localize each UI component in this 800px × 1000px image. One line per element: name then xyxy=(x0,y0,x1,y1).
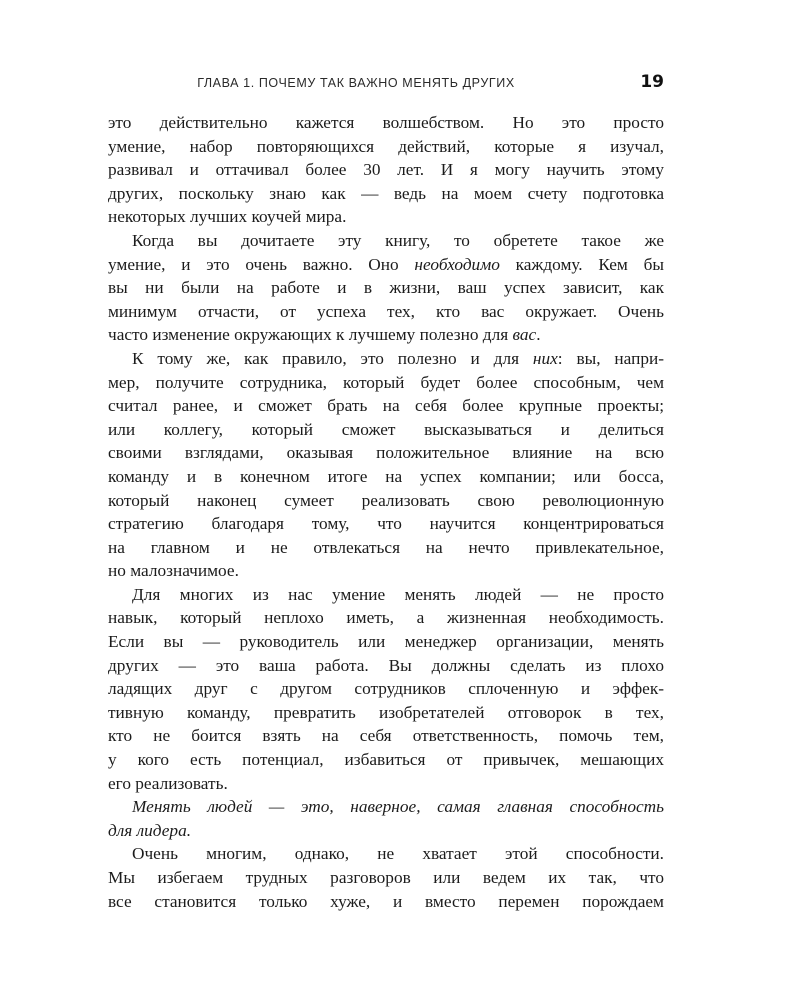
text-line xyxy=(108,323,664,347)
text-run: других, поскольку знаю как — ведь на моем счету подготовка xyxy=(108,183,664,203)
text-line xyxy=(108,724,664,748)
text-run: минимум отчасти, от успеха тех, кто вас окружает. Очень xyxy=(108,301,664,321)
text-line xyxy=(108,866,664,890)
text-line xyxy=(108,630,664,654)
text-line xyxy=(108,701,664,725)
text-run: Мы избегаем трудных разговоров или ведем их так, что xyxy=(108,868,664,887)
text-run: К тому же, как правило, это полезно и для xyxy=(132,348,533,368)
text-line xyxy=(108,229,664,253)
text-line xyxy=(108,300,664,324)
text-run: кто не боится взять на себя ответственность, помочь тем, xyxy=(108,726,664,746)
text-line xyxy=(108,371,664,395)
text-run: Для многих из нас умение менять людей — не просто xyxy=(132,584,664,604)
text-run: каждому. Кем бы xyxy=(499,254,664,274)
text-line xyxy=(108,135,664,159)
text-run: вы ни были на работе и в жизни, ваш успех зависит, как xyxy=(108,278,664,298)
text-run: стратегию благодаря тому, что научится концентрироваться xyxy=(108,514,664,534)
text-run: навык, который неплохо иметь, а жизненная необходимость. xyxy=(108,608,664,628)
text-line xyxy=(108,842,664,866)
text-line xyxy=(108,489,664,513)
text-run: часто изменение окружающих к лучшему полезно для xyxy=(108,325,513,345)
text-run: умение, набор повторяющихся действий, которые я изучал, xyxy=(108,136,664,156)
text-run: или коллегу, который сможет высказываться и делиться xyxy=(108,419,664,439)
paragraph xyxy=(108,347,664,583)
text-run: Когда вы дочитаете эту книгу, то обретете такое же xyxy=(132,230,664,250)
emphasis-text: вас xyxy=(512,325,537,345)
text-run: тивную команду, превратить изобретателей отговорок в тех, xyxy=(108,702,664,722)
text-line xyxy=(108,677,664,701)
page-number: 19 xyxy=(640,72,664,92)
text-run: : вы, напри- xyxy=(557,348,664,368)
text-run: считал ранее, и сможет брать на себя более крупные проекты; xyxy=(108,396,664,416)
text-line xyxy=(108,182,664,206)
text-run: развивал и оттачивал более 30 лет. И я могу научить этому xyxy=(108,160,664,180)
running-head xyxy=(108,72,664,96)
emphasis-text: них xyxy=(532,348,558,368)
text-line xyxy=(108,205,664,229)
text-run: команду и в конечном итоге на успех компании; или босса, xyxy=(108,466,664,486)
text-run: других — это ваша работа. Вы должны сделать из плохо xyxy=(108,655,664,675)
text-run: . xyxy=(536,325,541,345)
text-run: некоторых лучших коучей мира. xyxy=(108,207,347,227)
paragraph xyxy=(108,111,664,229)
text-run: который наконец сумеет реализовать свою революционную xyxy=(108,490,664,510)
text-run: мер, получите сотрудника, который будет более способным, чем xyxy=(108,372,664,392)
text-line xyxy=(108,536,664,560)
body-text xyxy=(108,111,664,913)
paragraph xyxy=(108,795,664,842)
text-line xyxy=(108,465,664,489)
emphasis-text: для лидера. xyxy=(108,820,192,840)
text-run: своими взглядами, оказывая положительное влияние на всю xyxy=(108,443,664,463)
paragraph xyxy=(108,583,664,795)
text-line xyxy=(108,890,664,914)
text-run: но малозначимое. xyxy=(108,561,239,581)
text-run: это действительно кажется волшебством. Но это просто xyxy=(108,113,664,132)
text-line xyxy=(108,748,664,772)
text-line xyxy=(108,276,664,300)
text-line xyxy=(108,819,664,843)
text-line xyxy=(108,347,664,371)
text-run: его реализовать. xyxy=(108,773,228,793)
text-line xyxy=(108,559,664,583)
text-run: Если вы — руководитель или менеджер организации, менять xyxy=(108,632,664,652)
text-line xyxy=(108,772,664,796)
text-line xyxy=(108,512,664,536)
text-line xyxy=(108,654,664,678)
text-line xyxy=(108,253,664,277)
text-line xyxy=(108,111,664,135)
text-line xyxy=(108,394,664,418)
text-run: ладящих друг с другом сотрудников сплоченную и эффек- xyxy=(108,679,664,699)
text-line xyxy=(108,418,664,442)
paragraph xyxy=(108,842,664,913)
paragraph xyxy=(108,229,664,347)
text-line xyxy=(108,606,664,630)
text-run: Очень многим, однако, не хватает этой способности. xyxy=(132,844,664,864)
text-run: на главном и не отвлекаться на нечто привлекательное, xyxy=(108,537,664,557)
text-line xyxy=(108,158,664,182)
text-line xyxy=(108,441,664,465)
emphasis-text: Менять людей — это, наверное, самая главная способность xyxy=(132,797,664,817)
text-line xyxy=(108,583,664,607)
emphasis-text: необходимо xyxy=(414,254,500,274)
text-run: у кого есть потенциал, избавиться от привычек, мешающих xyxy=(108,750,664,770)
chapter-title: ГЛАВА 1. ПОЧЕМУ ТАК ВАЖНО МЕНЯТЬ ДРУГИХ xyxy=(197,76,515,90)
text-run: все становится только хуже, и вместо перемен порождаем xyxy=(108,891,664,911)
text-run: умение, и это очень важно. Оно xyxy=(108,254,415,274)
text-line xyxy=(108,795,664,819)
